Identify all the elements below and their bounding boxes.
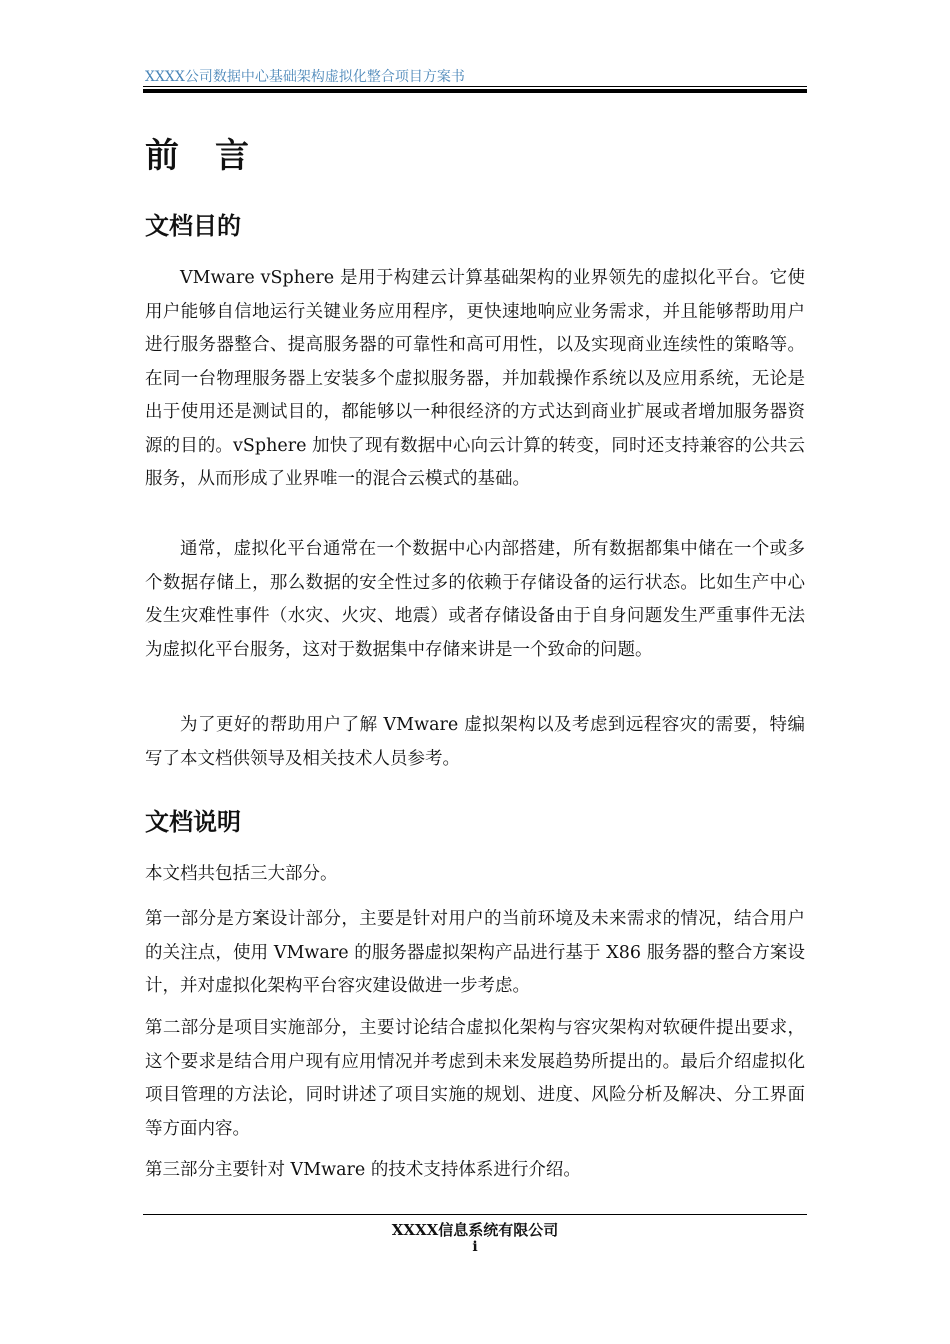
page-number: i — [472, 1239, 478, 1255]
section-heading-description: 文档说明 — [145, 808, 241, 836]
document-title: 前言 — [145, 136, 285, 176]
paragraph: 通常，虚拟化平台通常在一个数据中心内部搭建，所有数据都集中储在一个或多个数据存储上，那么数据的安全性过多的依赖于存储设备的运行状态。比如生产中心发生灾难性事件（水灾、火灾、地震）或者存储设备由于自身问题发生严重事件无法为虚拟化平台服务，这对于数据集中存储来讲是一个致命的问题。 — [145, 539, 805, 660]
paragraph: 第三部分主要针对 VMware 的技术支持体系进行介绍。 — [145, 1160, 581, 1180]
paragraph: 为了更好的帮助用户了解 VMware 虚拟架构以及考虑到远程容灾的需要，特编写了本文档供领导及相关技术人员参考。 — [145, 715, 805, 769]
header-rule — [143, 86, 807, 87]
footer-rule — [143, 1214, 807, 1215]
section-heading-purpose: 文档目的 — [145, 212, 241, 240]
header-rule-thick — [143, 89, 807, 93]
footer-company: XXXX信息系统有限公司 — [391, 1221, 559, 1239]
paragraph: 本文档共包括三大部分。 — [145, 864, 338, 884]
paragraph: 第二部分是项目实施部分，主要讨论结合虚拟化架构与容灾架构对软硬件提出要求，这个要求是结合用户现有应用情况并考虑到未来发展趋势所提出的。最后介绍虚拟化项目管理的方法论，同时讲述了项目实施的规划、进度、风险分析及解决、分工界面等方面内容。 — [145, 1018, 805, 1139]
paragraph: VMware vSphere 是用于构建云计算基础架构的业界领先的虚拟化平台。它使用户能够自信地运行关键业务应用程序，更快速地响应业务需求，并且能够帮助用户进行服务器整合、提高服务器的可靠性和高可用性，以及实现商业连续性的策略等。在同一台物理服务器上安装多个虚拟服务器，并加载操作系统以及应用系统，无论是出于使用还是测试目的，都能够以一种很经济的方式达到商业扩展或者增加服务器资源的目的。vSphere 加快了现有数据中心向云计算的转变，同时还支持兼容的公共云服务，从而形成了业界唯一的混合云模式的基础。 — [145, 268, 805, 489]
paragraph: 第一部分是方案设计部分，主要是针对用户的当前环境及未来需求的情况，结合用户的关注点，使用 VMware 的服务器虚拟架构产品进行基于 X86 服务器的整合方案设计，并对虚拟化架构平台容灾建设做进一步考虑。 — [145, 909, 805, 996]
header-title: XXXX公司数据中心基础架构虚拟化整合项目方案书 — [145, 69, 465, 85]
